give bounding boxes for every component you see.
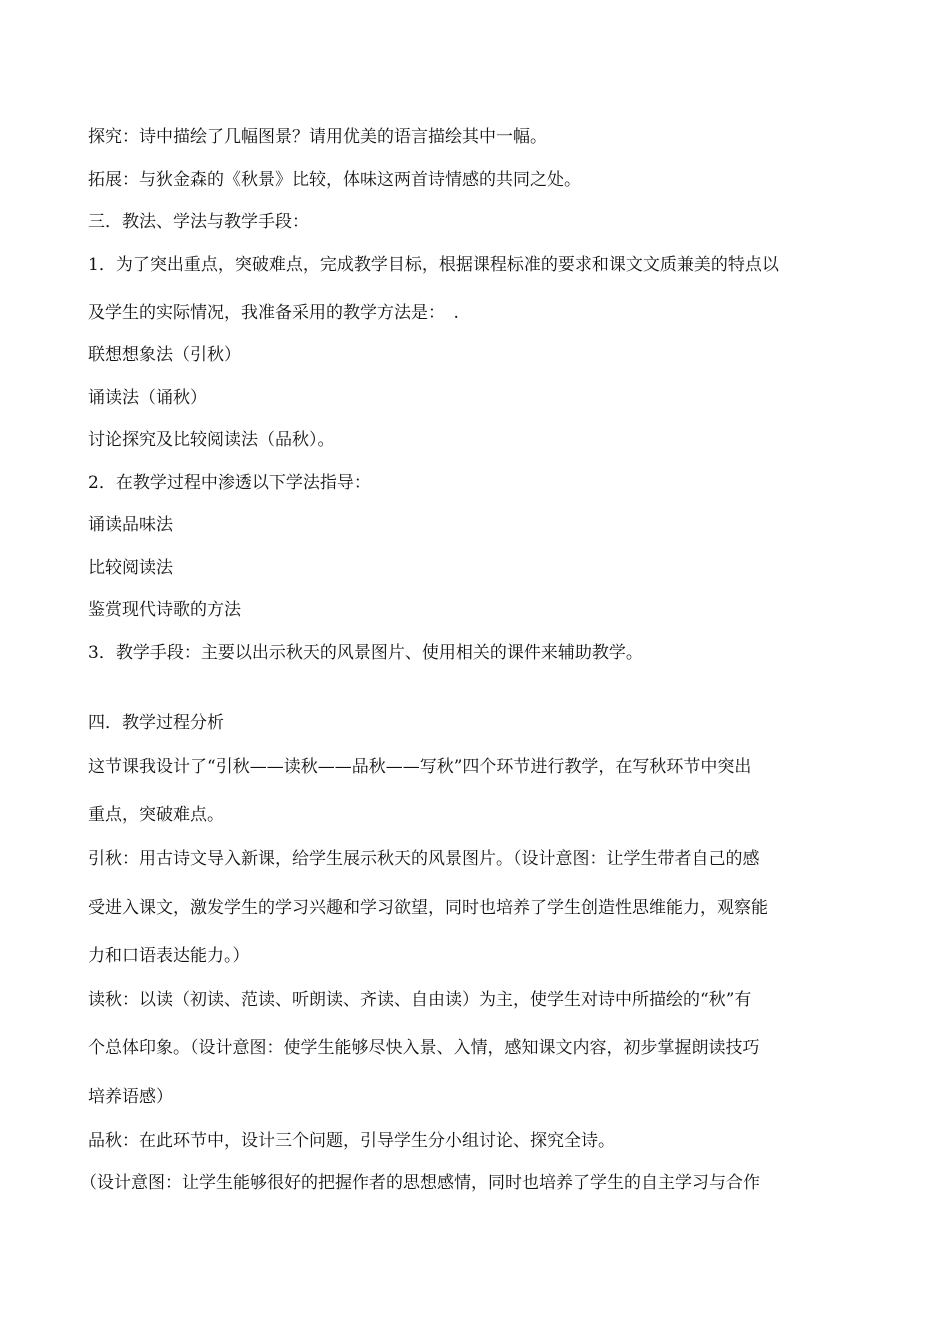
paragraph-read-autumn-cont: 个总体印象。（设计意图：使学生能够尽快入景、入情，感知课文内容，初步掌握朗读技巧 <box>88 1038 760 1058</box>
paragraph-intro-autumn-cont: 受进入课文，激发学生的学习兴趣和学习欲望，同时也培养了学生创造性思维能力，观察能 <box>88 898 768 918</box>
list-item: 鉴赏现代诗歌的方法 <box>88 600 241 620</box>
paragraph-read-autumn-cont: 培养语感） <box>88 1087 173 1107</box>
list-item: 诵读法（诵秋） <box>88 388 207 408</box>
paragraph-method-1-cont: 及学生的实际情况，我准备采用的教学方法是： . <box>88 303 459 323</box>
list-item: 诵读品味法 <box>88 515 173 535</box>
paragraph-method-2: 2．在教学过程中渗透以下学法指导： <box>88 473 371 493</box>
paragraph-explore: 探究：诗中描绘了几幅图景？请用优美的语言描绘其中一幅。 <box>88 127 547 147</box>
paragraph-method-3: 3．教学手段：主要以出示秋天的风景图片、使用相关的课件来辅助教学。 <box>88 643 643 663</box>
list-item: 比较阅读法 <box>88 558 173 578</box>
paragraph-extend: 拓展：与狄金森的《秋景》比较，体味这两首诗情感的共同之处。 <box>88 170 581 190</box>
paragraph-overview: 这节课我设计了“引秋——读秋——品秋——写秋”四个环节进行教学，在写秋环节中突出 <box>88 757 752 777</box>
list-item: 联想想象法（引秋） <box>88 345 241 365</box>
paragraph-overview-cont: 重点，突破难点。 <box>88 805 224 825</box>
paragraph-design-intent: （设计意图：让学生能够很好的把握作者的思想感情，同时也培养了学生的自主学习与合作 <box>80 1173 760 1193</box>
paragraph-intro-autumn: 引秋：用古诗文导入新课，给学生展示秋天的风景图片。（设计意图：让学生带者自己的感 <box>88 849 760 869</box>
section-heading-4: 四．教学过程分析 <box>88 713 224 733</box>
paragraph-read-autumn: 读秋：以读（初读、范读、听朗读、齐读、自由读）为主，使学生对诗中所描绘的“秋”有 <box>88 990 752 1010</box>
section-heading-3: 三．教法、学法与教学手段： <box>88 212 309 232</box>
paragraph-method-1: 1．为了突出重点，突破难点，完成教学目标，根据课程标准的要求和课文文质兼美的特点以 <box>88 255 779 275</box>
list-item: 讨论探究及比较阅读法（品秋）。 <box>88 430 335 450</box>
paragraph-taste-autumn: 品秋：在此环节中，设计三个问题，引导学生分小组讨论、探究全诗。 <box>88 1131 615 1151</box>
paragraph-intro-autumn-cont: 力和口语表达能力。） <box>88 946 250 966</box>
